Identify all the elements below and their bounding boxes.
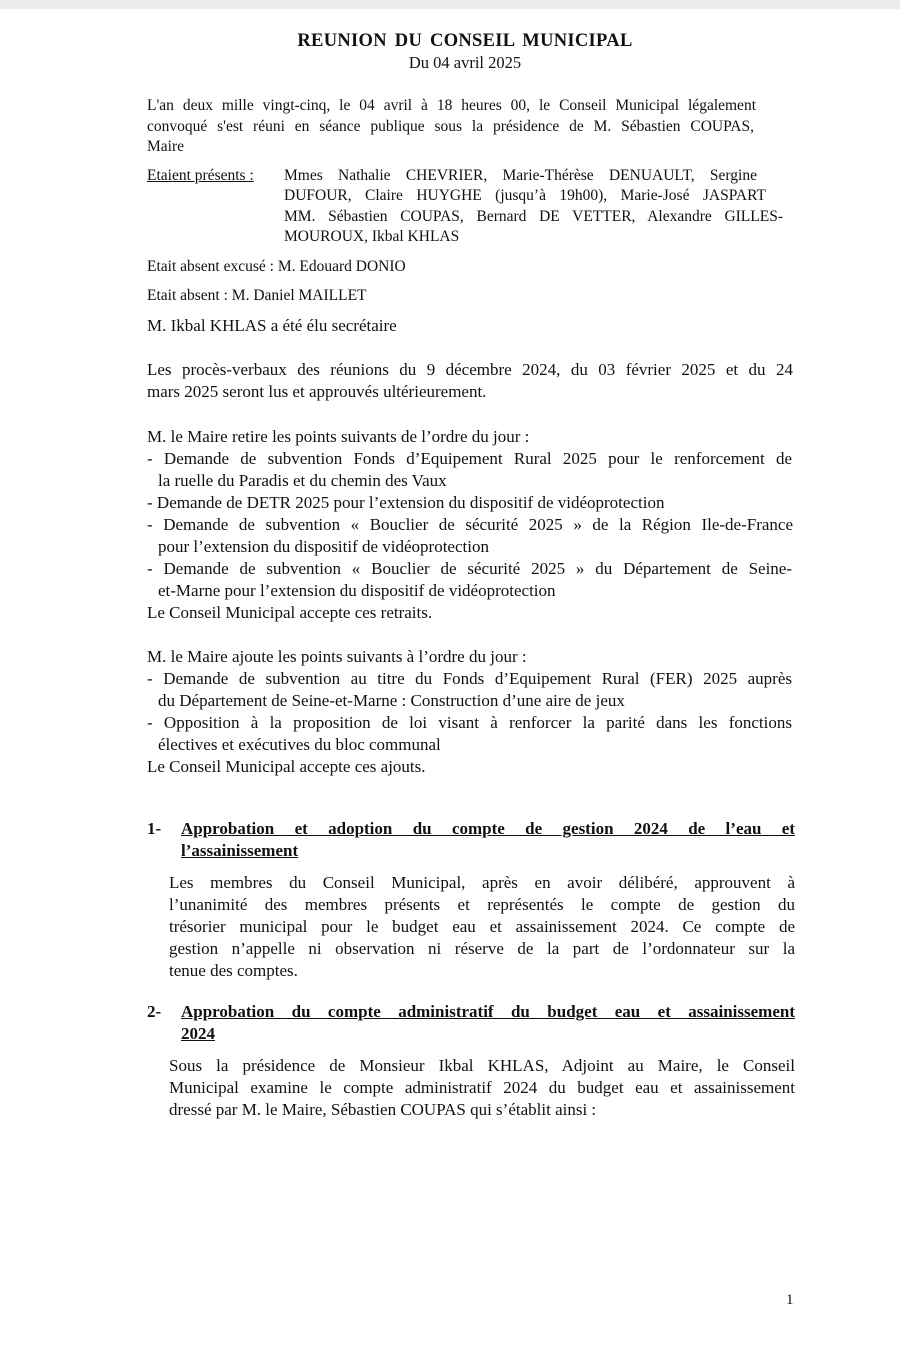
meeting-date: Du 04 avril 2025: [408, 53, 522, 72]
text-line: Sous la présidence de Monsieur Ikbal KHLAS, Adjoint au Maire, le Conseil: [169, 1056, 795, 1075]
list-item: - Demande de subvention « Bouclier de sécurité 2025 » de la Région Ile-de-France: [147, 515, 793, 534]
section-title: Approbation du compte administratif du budget eau et assainissement: [181, 1002, 795, 1021]
text-line: convoqué s'est réuni en séance publique sous la présidence de M. Sébastien COUPAS,: [147, 118, 754, 135]
section-title: l’assainissement: [181, 841, 299, 860]
text-line: M. le Maire retire les points suivants de l’ordre du jour :: [147, 427, 530, 446]
section-title: 2024: [181, 1024, 215, 1043]
list-item: - Demande de subvention au titre du Fonds d’Equipement Rural (FER) 2025 auprès: [147, 669, 792, 688]
page-top-edge: [0, 0, 900, 9]
text-line: du Département de Seine-et-Marne : Construction d’une aire de jeux: [158, 691, 625, 710]
list-item: - Demande de DETR 2025 pour l’extension du dispositif de vidéoprotection: [147, 493, 665, 512]
present-line: Mmes Nathalie CHEVRIER, Marie-Thérèse DENUAULT, Sergine: [284, 167, 757, 184]
text-line: Les membres du Conseil Municipal, après en avoir délibéré, approuvent à: [169, 873, 795, 892]
page-title: REUNION DU CONSEIL MUNICIPAL: [297, 31, 633, 51]
secretary: M. Ikbal KHLAS a été élu secrétaire: [147, 316, 397, 335]
text-line: gestion n’appelle ni observation ni réserve de la part de l’ordonnateur sur la: [169, 939, 795, 958]
text-line: Le Conseil Municipal accepte ces retraits.: [147, 603, 433, 622]
text-line: l’unanimité des membres présents et représentés le compte de gestion du: [169, 895, 795, 914]
section-title: Approbation et adoption du compte de gestion 2024 de l’eau et: [181, 819, 795, 838]
text-line: M. le Maire ajoute les points suivants à l’ordre du jour :: [147, 647, 527, 666]
absent: Etait absent : M. Daniel MAILLET: [147, 287, 367, 304]
list-item: - Demande de subvention « Bouclier de sécurité 2025 » du Département de Seine-: [147, 559, 792, 578]
text-line: Les procès-verbaux des réunions du 9 décembre 2024, du 03 février 2025 et du 24: [147, 360, 793, 379]
text-line: et-Marne pour l’extension du dispositif de vidéoprotection: [158, 581, 556, 600]
list-item: - Demande de subvention Fonds d’Equipement Rural 2025 pour le renforcement de: [147, 449, 792, 468]
section-number: 1-: [147, 819, 162, 838]
text-line: électives et exécutives du bloc communal: [158, 735, 441, 754]
text-line: Municipal examine le compte administratif 2024 du budget eau et assainissement: [169, 1078, 795, 1097]
text-line: trésorier municipal pour le budget eau et assainissement 2024. Ce compte de: [169, 917, 795, 936]
text-line: L'an deux mille vingt-cinq, le 04 avril à 18 heures 00, le Conseil Municipal légalement: [147, 97, 756, 114]
list-item: - Opposition à la proposition de loi visant à renforcer la parité dans les fonctions: [147, 713, 792, 732]
text-line: mars 2025 seront lus et approuvés ultérieurement.: [147, 382, 487, 401]
text-line: tenue des comptes.: [169, 961, 298, 980]
text-line: Le Conseil Municipal accepte ces ajouts.: [147, 757, 426, 776]
present-line: MOUROUX, Ikbal KHLAS: [284, 228, 460, 245]
present-line: MM. Sébastien COUPAS, Bernard DE VETTER, Alexandre GILLES-: [284, 208, 783, 225]
text-line: pour l’extension du dispositif de vidéoprotection: [158, 537, 489, 556]
text-line: la ruelle du Paradis et du chemin des Vaux: [158, 471, 447, 490]
present-line: DUFOUR, Claire HUYGHE (jusqu’à 19h00), Marie-José JASPART: [284, 187, 766, 204]
section-number: 2-: [147, 1002, 162, 1021]
page-number: 1: [786, 1292, 794, 1308]
text-line: dressé par M. le Maire, Sébastien COUPAS qui s’établit ainsi :: [169, 1100, 597, 1119]
absent-excused: Etait absent excusé : M. Edouard DONIO: [147, 258, 406, 275]
present-label: Etaient présents :: [147, 167, 254, 184]
text-line: Maire: [147, 138, 185, 155]
